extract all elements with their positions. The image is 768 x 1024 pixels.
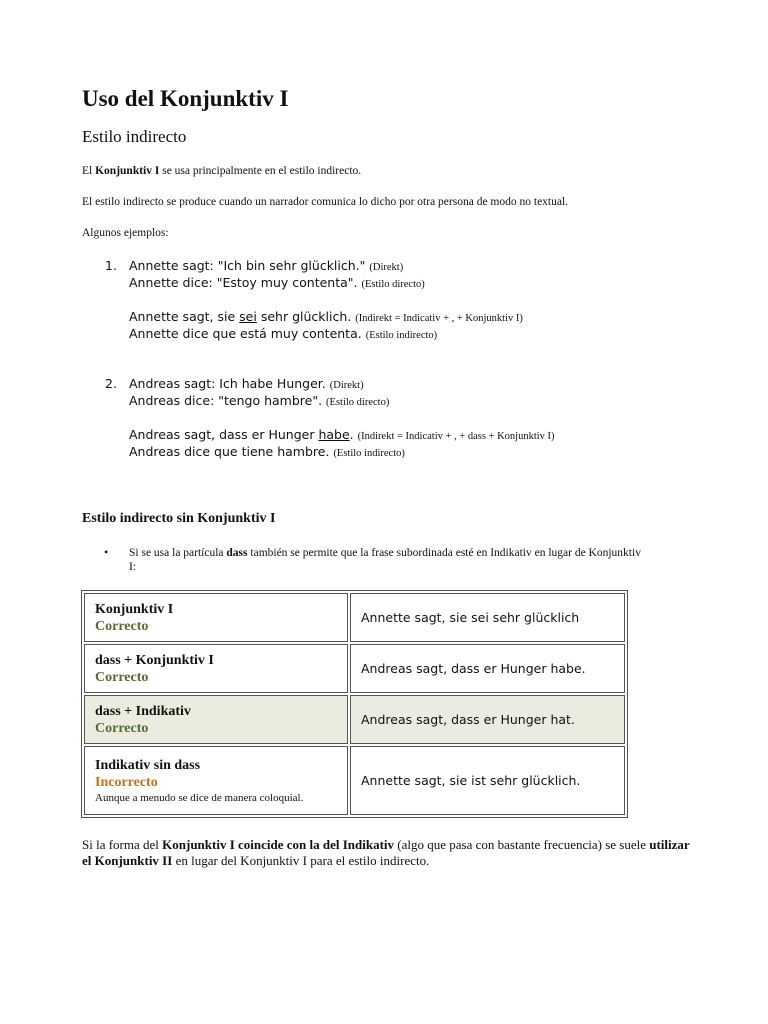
- row-sentence: Andreas sagt, dass er Hunger hat.: [361, 711, 575, 727]
- example-sentence: sehr glücklich.: [260, 309, 352, 324]
- example-number: 2.: [105, 376, 117, 391]
- example-sentence: Annette dice que está muy contenta.: [129, 326, 362, 341]
- section-heading-estilo-indirecto: Estilo indirecto: [82, 127, 187, 146]
- table-label-cell: [84, 644, 348, 693]
- section-heading-sin-konjunktiv: Estilo indirecto sin Konjunktiv I: [82, 511, 276, 526]
- bullet-text-bold: dass: [226, 547, 248, 559]
- table-sentence-cell: [350, 644, 625, 693]
- intro-paragraph: [82, 164, 361, 178]
- examples-label: Algunos ejemplos:: [82, 227, 169, 239]
- page-title: Uso del Konjunktiv I: [82, 86, 289, 111]
- example-sentence: .: [349, 427, 354, 442]
- example-note: (Indirekt = Indicativ + , + dass + Konjunktiv I): [357, 431, 555, 442]
- row-label: dass + Indikativ: [95, 703, 191, 719]
- table-sentence-cell: [350, 593, 625, 642]
- row-label: Konjunktiv I: [95, 601, 174, 617]
- underlined-verb: sei: [239, 309, 257, 324]
- table-sentence-cell: [350, 695, 625, 744]
- closing-text: (algo que pasa con bastante frecuencia) se suele: [397, 837, 646, 852]
- table-label-cell: [84, 593, 348, 642]
- row-sentence: Annette sagt, sie sei sehr glücklich: [361, 609, 580, 625]
- comparison-table: [81, 590, 628, 818]
- closing-text: Si la forma del: [82, 837, 159, 852]
- example-sentence: Andreas sagt, dass er Hunger: [129, 427, 315, 442]
- intro-text-pre: El: [82, 165, 93, 177]
- table-row: [84, 746, 625, 815]
- table-label-cell: [84, 746, 348, 815]
- table-row: [84, 593, 625, 642]
- status-correct: Correcto: [95, 669, 149, 685]
- definition-paragraph: El estilo indirecto se produce cuando un narrador comunica lo dicho por otra persona de modo no textual.: [82, 196, 569, 208]
- table-sentence-cell: [350, 746, 625, 815]
- row-label: Indikativ sin dass: [95, 757, 201, 773]
- example-1-line-4: [129, 325, 437, 344]
- table-label-cell: [84, 695, 348, 744]
- row-label: dass + Konjunktiv I: [95, 652, 214, 668]
- intro-text-bold: Konjunktiv I: [95, 165, 160, 177]
- example-sentence: Annette sagt: "Ich bin sehr glücklich.": [129, 258, 366, 273]
- status-incorrect: Incorrecto: [95, 774, 158, 790]
- bullet-paragraph: [129, 546, 649, 574]
- row-note: Aunque a menudo se dice de manera coloquial.: [95, 791, 304, 804]
- status-correct: Correcto: [95, 720, 149, 736]
- example-note: (Estilo indirecto): [365, 330, 438, 341]
- example-sentence: Annette sagt, sie: [129, 309, 236, 324]
- example-note: (Direkt): [329, 380, 364, 391]
- example-note: (Estilo directo): [361, 279, 425, 290]
- example-note: (Estilo indirecto): [333, 448, 405, 459]
- example-sentence: Andreas dice: "tengo hambre".: [129, 393, 323, 408]
- table-row: [84, 695, 625, 744]
- closing-paragraph: [82, 837, 702, 869]
- closing-text-bold: utilizar el Konjunktiv II: [82, 837, 690, 868]
- closing-text: en lugar del Konjunktiv I para el estilo indirecto.: [175, 853, 430, 868]
- example-1-line-2: [129, 274, 425, 293]
- bullet-text-post: también se permite que la frase subordinada esté en Indikativ en lugar de Konjunktiv I:: [129, 547, 641, 573]
- row-sentence: Andreas sagt, dass er Hunger habe.: [361, 660, 586, 676]
- example-number: 1.: [105, 258, 117, 273]
- example-sentence: Andreas dice que tiene hambre.: [129, 444, 330, 459]
- status-correct: Correcto: [95, 618, 149, 634]
- closing-text-bold: Konjunktiv I coincide con la del Indikativ: [162, 837, 395, 852]
- row-sentence: Annette sagt, sie ist sehr glücklich.: [361, 772, 581, 788]
- underlined-verb: habe: [318, 427, 350, 442]
- intro-text-post: se usa principalmente en el estilo indirecto.: [162, 165, 362, 177]
- example-note: (Estilo directo): [326, 397, 390, 408]
- example-2-line-4: [129, 443, 405, 462]
- example-sentence: Andreas sagt: Ich habe Hunger.: [129, 376, 326, 391]
- example-note: (Indirekt = Indicativ + , + Konjunktiv I): [355, 313, 523, 324]
- bullet-icon: •: [104, 545, 109, 559]
- bullet-text-pre: Si se usa la partícula: [129, 547, 224, 559]
- example-note: (Direkt): [369, 262, 404, 273]
- example-sentence: Annette dice: "Estoy muy contenta".: [129, 275, 358, 290]
- example-2-line-2: [129, 392, 389, 411]
- table-row: [84, 644, 625, 693]
